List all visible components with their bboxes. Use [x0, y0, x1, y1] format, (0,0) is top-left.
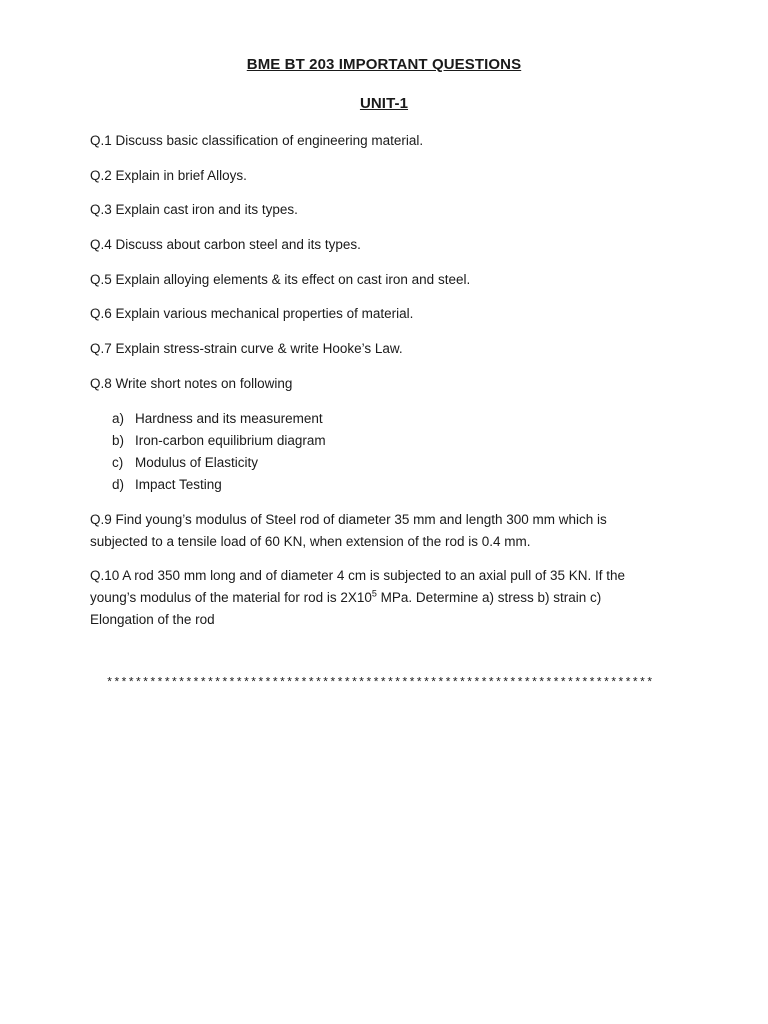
question-3: Q.3 Explain cast iron and its types.	[90, 202, 298, 217]
separator-stars: ****************************************************************************	[106, 676, 654, 690]
list-item-text: Impact Testing	[135, 477, 222, 492]
question-5: Q.5 Explain alloying elements & its effect on cast iron and steel.	[90, 272, 471, 287]
list-item	[112, 430, 326, 452]
question-9-line-2: subjected to a tensile load of 60 KN, when extension of the rod is 0.4 mm.	[90, 534, 531, 549]
document-title: BME BT 203 IMPORTANT QUESTIONS	[246, 56, 522, 73]
exponent: 5	[371, 588, 377, 599]
question-9-line-1: Q.9 Find young’s modulus of Steel rod of diameter 35 mm and length 300 mm which is	[90, 512, 607, 527]
list-marker: d)	[112, 477, 125, 492]
list-marker: b)	[112, 433, 125, 448]
question-2: Q.2 Explain in brief Alloys.	[90, 168, 247, 183]
list-item-text: Modulus of Elasticity	[135, 455, 259, 470]
list-marker: c)	[112, 455, 124, 470]
question-7: Q.7 Explain stress-strain curve & write Hooke’s Law.	[90, 341, 403, 356]
list-marker: a)	[112, 411, 125, 426]
list-item-text: Hardness and its measurement	[135, 411, 323, 426]
unit-heading: UNIT-1	[359, 95, 409, 112]
question-8: Q.8 Write short notes on following	[90, 376, 293, 391]
question-6: Q.6 Explain various mechanical properties of material.	[90, 306, 414, 321]
list-item	[112, 452, 258, 474]
question-10-line-3: Elongation of the rod	[90, 612, 215, 627]
question-1: Q.1 Discuss basic classification of engineering material.	[90, 133, 424, 148]
list-item	[112, 408, 323, 430]
question-10-text: MPa. Determine a) stress b) strain c)	[376, 590, 602, 605]
list-item-text: Iron-carbon equilibrium diagram	[135, 433, 326, 448]
question-10-text: young’s modulus of the material for rod is 2X10	[90, 590, 372, 605]
question-10-line-2	[90, 587, 650, 609]
question-4: Q.4 Discuss about carbon steel and its types.	[90, 237, 361, 252]
list-item	[112, 474, 222, 496]
question-10-line-1: Q.10 A rod 350 mm long and of diameter 4 cm is subjected to an axial pull of 35 KN. If the	[90, 568, 626, 583]
